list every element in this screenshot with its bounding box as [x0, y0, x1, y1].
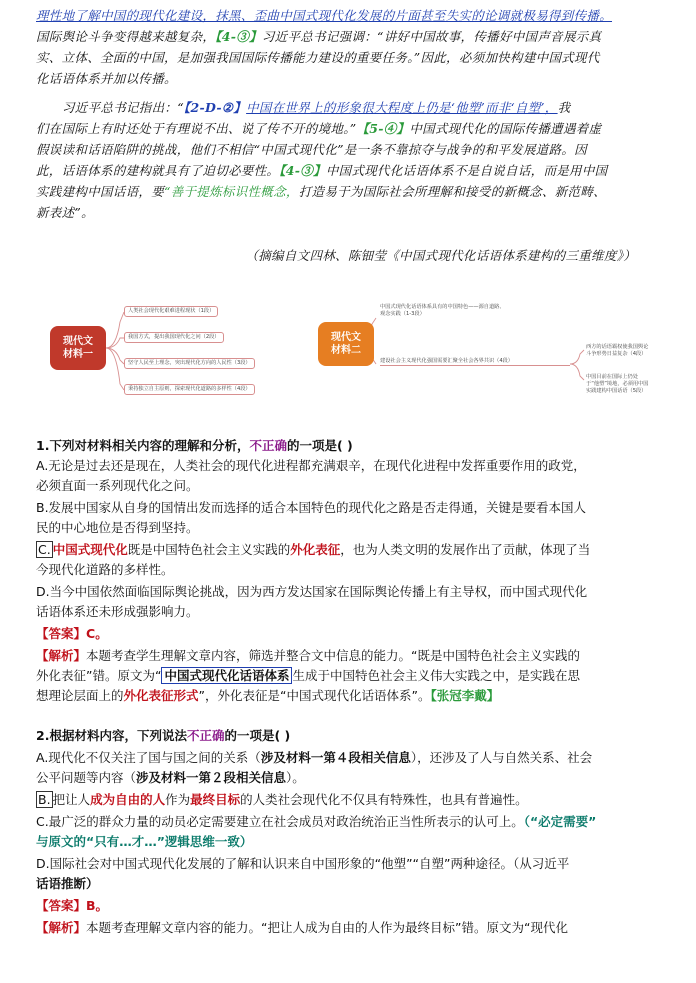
passage-line	[36, 27, 660, 46]
reference-tag: 【4-③】	[215, 29, 262, 44]
highlight-text: 中国式现代化	[52, 542, 128, 557]
passage-text: “讲好中国故事，传播好中国声音展示真	[377, 29, 602, 44]
passage-text: 实、立体、全面的中国，是加强我国国际传播能力建设的重要任务。	[36, 50, 414, 65]
option-text: 今现代化道路的多样性。	[36, 562, 174, 577]
note-text: 涉及材料一第２段相关信息	[136, 770, 287, 785]
answer-label: 【答案】	[36, 626, 87, 641]
passage-text: 实践建构中国话语，要	[36, 184, 165, 199]
passage-line	[36, 48, 660, 67]
q2-option-a	[36, 748, 660, 767]
mind-map-leaf: 我国方式，提出我国现代化之问（2段）	[124, 332, 224, 343]
option-text: 公平问题等内容（	[36, 770, 137, 785]
q1-explanation-cont	[36, 686, 660, 705]
option-text: 必须直面一系列现代化之问。	[36, 478, 199, 493]
explanation-label: 【解析】	[36, 920, 87, 935]
mind-map-leaf: 建设社会主义现代化强国需要汇聚全社会各界共识（4段）	[380, 358, 570, 366]
passage-text: 新表述”。	[36, 205, 94, 220]
q2-explanation	[36, 918, 660, 937]
stem-text: 1.下列对材料相关内容的理解和分析，	[36, 438, 250, 453]
passage-text: 我	[557, 100, 571, 115]
q1-option-c	[36, 540, 660, 559]
q1-option-b	[36, 498, 660, 517]
option-text: 民的中心地位是否得到坚持。	[36, 520, 199, 535]
option-text: D.当今中国依然面临国际舆论挑战，因为西方发达国家在国际舆论传播上有主导权，而中国式现代化	[36, 584, 588, 599]
mind-map-leaf: 西方的话语霸权使我国舆论斗争形势日益复杂（4段）	[586, 344, 649, 357]
passage-line	[36, 182, 660, 201]
q2-option-c-cont	[36, 832, 660, 851]
option-text: ，也为人类文明的发展作出了贡献，体现了当	[340, 542, 591, 557]
mind-map-leaf: 坚守人民至上理念，突出现代化方向的人民性（3段）	[124, 358, 255, 369]
passage-line	[36, 69, 660, 88]
q1-option-c-cont	[36, 560, 660, 579]
reference-tag: 【4-③】	[279, 163, 326, 178]
answer-label: 【答案】	[36, 898, 87, 913]
q2-option-d-cont	[36, 874, 660, 893]
node-label: 现代文 材料二	[331, 332, 361, 356]
answer-value: B。	[86, 898, 109, 913]
passage-line	[36, 140, 660, 159]
option-letter: B.	[38, 792, 51, 807]
option-text: B.发展中国家从自身的国情出发而选择的适合本国特色的现代化之路是否走得通，关键是要看本国人	[36, 500, 587, 515]
q1-option-a	[36, 456, 660, 475]
q1-option-d	[36, 582, 660, 601]
q1-explanation	[36, 646, 660, 665]
question-2-stem	[36, 726, 660, 745]
option-text: 作为	[165, 792, 191, 807]
passage-text: ”	[349, 121, 357, 136]
option-text: A.现代化不仅关注了国与国之间的关系（	[36, 750, 261, 765]
q2-option-b	[36, 790, 660, 809]
explanation-label: 【解析】	[36, 648, 87, 663]
note-text: 涉及材料一第４段相关信息	[260, 750, 411, 765]
passage-text: 国际舆论斗争变得越来越复杂，	[36, 29, 216, 44]
source-citation	[36, 246, 636, 265]
stem-text: 2.根据材料内容，下列说法	[36, 728, 187, 743]
passage-text: 假误读和话语陷阱的挑战，他们不相信“中国式现代化”是一条不靠掠夺与战争的和平发展道路。因	[36, 142, 587, 157]
passage-line	[62, 98, 660, 117]
explanation-text: 想理论层面上的	[36, 688, 124, 703]
reference-tag: 【5-④】	[356, 121, 410, 136]
passage-text: ”因此，必须加快构建中国式现代	[413, 50, 600, 65]
q1-answer	[36, 624, 660, 643]
emphasis-text: 不正确	[249, 438, 287, 453]
q2-option-d	[36, 854, 660, 873]
q2-option-a-cont	[36, 768, 660, 787]
passage-text: 化话语体系并加以传播。	[36, 71, 177, 86]
material-one-node	[50, 326, 106, 370]
answer-value: C。	[86, 626, 108, 641]
passage-text: 中国式现代化的国际传播遭遇着虚	[409, 121, 602, 136]
q1-explanation-cont	[36, 666, 660, 685]
underlined-text: 理性地了解中国的现代化建设，抹黑、歪曲中国式现代化发展的片面甚至失实的论调就极易得到传播。	[36, 8, 613, 23]
note-text: 与原文的“只有…才…”逻辑思维一致）	[36, 834, 253, 849]
passage-line	[36, 119, 660, 138]
note-text: 话语推断）	[36, 876, 99, 891]
option-text: ）。	[286, 770, 305, 785]
option-text: 的人类社会现代化不仅具有特殊性，也具有普遍性。	[240, 792, 528, 807]
explanation-text: 本题考查学生理解文章内容，筛选并整合文中信息的能力。“既是中国特色社会主义实践的	[86, 648, 580, 663]
passage-line	[36, 6, 660, 25]
option-text: D.国际社会对中国式现代化发展的了解和认识来自中国形象的“他塑”“自塑”两种途径。（从习近平	[36, 856, 570, 871]
passage-line	[36, 161, 660, 180]
underlined-text: 中国在世界上的形象很大程度上仍是‘他塑’而非‘自塑’，	[246, 100, 558, 115]
mind-map-leaf: 人类社会现代化艰难进程现状（1段）	[124, 306, 218, 317]
option-text: 既是中国特色社会主义实践的	[127, 542, 291, 557]
explanation-text: 本题考查理解文章内容的能力。“把让人成为自由的人作为最终目标”错。原文为“现代化	[86, 920, 568, 935]
reference-tag: 【2-D-②】	[183, 100, 247, 115]
q2-option-c	[36, 812, 660, 831]
q1-option-d-cont	[36, 602, 660, 621]
option-text: 把让人	[52, 792, 91, 807]
option-text: A.无论是过去还是现在，人类社会的现代化进程都充满艰辛，在现代化进程中发挥重要作用的政党，	[36, 458, 586, 473]
error-type-tag: 【张冠李戴】	[430, 688, 500, 703]
q1-option-b-cont	[36, 518, 660, 537]
mind-map-leaf: 秉持独立自主原则，探索现代化道路的多样性（4段）	[124, 384, 255, 395]
mind-map-leaf: 中国目前在国际上仍处于“他塑”境地，必须用中国实践建构中国话语（5段）	[586, 374, 649, 394]
explanation-text: 生成于中国特色社会主义伟大实践之中，是实践在思	[292, 668, 580, 683]
mind-map	[50, 292, 650, 412]
highlight-text: 外化表征形式	[123, 688, 199, 703]
option-text: ），还涉及了人与自然关系、社会	[410, 750, 593, 765]
option-text: C.最广泛的群众力量的动员必定需要建立在社会成员对政治统治正当性所表示的认可上。	[36, 814, 524, 829]
node-label: 现代文 材料一	[63, 336, 93, 360]
emphasis-text: 不正确	[186, 728, 225, 743]
highlight-text: 成为自由的人	[90, 792, 166, 807]
highlight-text: “善于提炼标识性概念，	[164, 184, 299, 199]
mind-map-leaf: 中国式现代化话语体系具有的中国特色——源自道路、观念实践（1-3段）	[380, 304, 505, 317]
passage-text: 打造易于为国际社会所理解和接受的新概念、新范畴、	[298, 184, 606, 199]
passage-text: 习近平总书记指出：	[62, 100, 178, 115]
passage-line	[36, 203, 660, 222]
source-text: （摘编自文四林、陈钿莹《中国式现代化话语体系建构的三重维度》）	[245, 248, 636, 263]
explanation-text: ”，外化表征是“中国式现代化话语体系”。	[198, 688, 431, 703]
highlight-text: 外化表征	[290, 542, 341, 557]
stem-text: 的一项是( )	[224, 728, 291, 743]
boxed-text: 中国式现代化话语体系	[161, 667, 292, 684]
passage-text: “	[177, 100, 184, 115]
explanation-text: 外化表征”错。原文为“	[36, 668, 162, 683]
note-text: （“必定需要”	[523, 814, 597, 829]
passage-text: 中国式现代化话语体系不是自说自话，而是用中国	[325, 163, 608, 178]
material-two-node	[318, 322, 374, 366]
option-letter: C.	[38, 542, 51, 557]
question-1-stem	[36, 436, 660, 455]
passage-text: 此，话语体系的建构就具有了迫切必要性。	[36, 163, 280, 178]
passage-text: 习近平总书记强调：	[261, 29, 378, 44]
q1-option-a-cont	[36, 476, 660, 495]
q2-answer	[36, 896, 660, 915]
stem-text: 的一项是( )	[286, 438, 353, 453]
highlight-text: 最终目标	[190, 792, 241, 807]
option-text: 话语体系还未形成强影响力。	[36, 604, 199, 619]
passage-text: 们在国际上有时还处于有理说不出、说了传不开的境地。	[36, 121, 350, 136]
